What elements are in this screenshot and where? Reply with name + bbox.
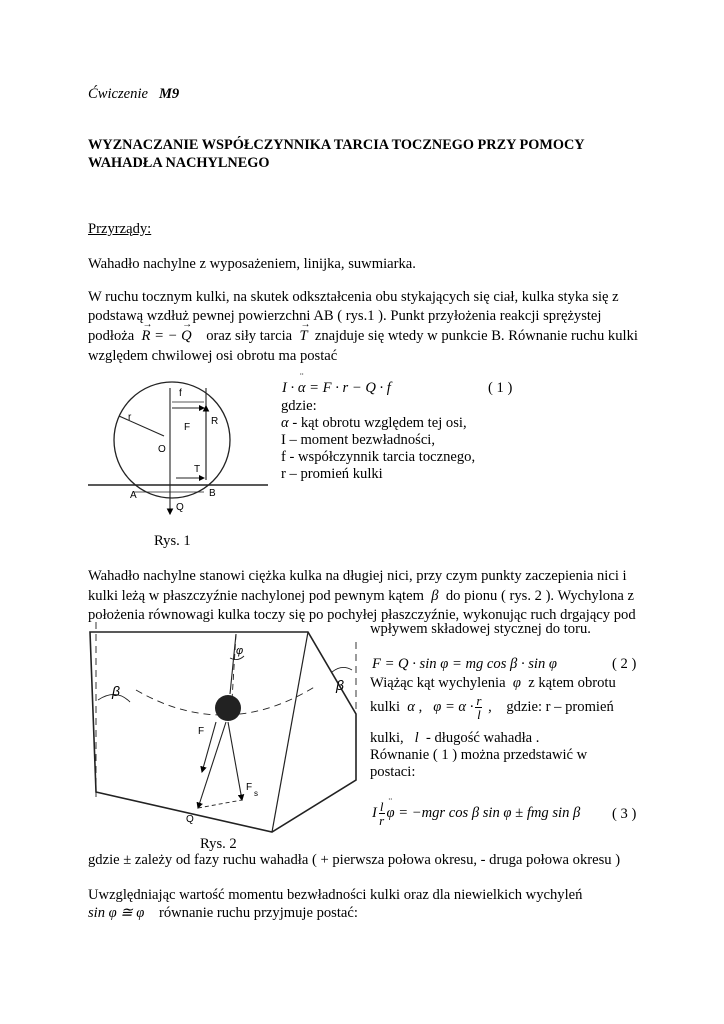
ball-outline	[114, 382, 230, 498]
equation-3-number: ( 3 )	[612, 806, 637, 822]
pendulum-ball	[215, 695, 241, 721]
fig1-label-r: r	[128, 412, 132, 423]
component-line	[198, 800, 242, 808]
equation-3: I $\frac{l}{r}$ φ ¨ = −mgr cos β sin φ ± fmg sin β	[372, 795, 581, 828]
angle-relation-line-1: Wiążąc kąt wychylenia φ z kątem obrotu	[370, 675, 616, 691]
figure-2	[86, 622, 370, 834]
alpha-def-text: - kąt obrotu względem tej osi,	[292, 415, 467, 431]
title-line-2: WAHADŁA NACHYLNEGO	[88, 155, 270, 171]
angle-line3-b: - długość wahadła .	[425, 730, 540, 746]
exercise-number: M9	[158, 86, 180, 102]
intro-line-1: W ruchu tocznym kulki, na skutek odkształcenia obu stykających się ciał, kulka styka się z	[88, 289, 619, 305]
angle-line2-b: gdzie: r – promień	[506, 698, 614, 715]
reaction-equation: → R = − → Q	[138, 328, 203, 344]
fig1-label-B: B	[209, 488, 216, 499]
alpha-definition: α - kąt obrotu względem tej osi,	[281, 415, 467, 431]
fig1-label-f: f	[179, 388, 182, 399]
intro-line-3	[88, 328, 638, 345]
plane-edge	[272, 632, 308, 832]
intro-line3-c: znajduje się wtedy w punkcie B. Równanie ruchu kulki	[314, 328, 638, 344]
sign-note: gdzie ± zależy od fazy ruchu wahadła ( + pierwsza połowa okresu, - druga połowa okresu )	[88, 852, 621, 868]
angle-line2-a: kulki	[370, 698, 400, 715]
radius-line	[119, 416, 164, 436]
angle-line3-a: kulki,	[370, 730, 404, 746]
fig1-label-R: R	[211, 416, 219, 427]
pendulum-line-2: kulki leżą w płaszczyźnie nachylonej pod pewnym kątem β do pionu ( rys. 2 ). Wychylona z	[88, 588, 634, 604]
final-line-2	[88, 905, 358, 922]
definitions-heading: gdzie:	[281, 398, 317, 414]
exercise-header	[88, 86, 179, 103]
fig2-label-beta-right: β	[336, 677, 344, 693]
friction-coefficient-definition: f - współczynnik tarcia tocznego,	[281, 449, 476, 465]
angle-relation-line-2: kulki α , φ = α · $\frac{r}{l}$ , gdzie: r – promień	[370, 693, 614, 722]
fig2-label-Fs: F	[246, 782, 253, 793]
equation-1-number: ( 1 )	[488, 380, 513, 396]
intro-line3-a: podłoża	[88, 328, 135, 344]
small-angle-approx: sin φ ≅ φ	[88, 905, 145, 921]
pendulum-line-4: wpływem składowej stycznej do toru.	[370, 621, 591, 637]
fig2-label-beta-left: β	[112, 683, 120, 699]
intro-line-2: podstawą wzdłuż pewnej powierzchni AB ( rys.1 ). Punkt przyłożenia reakcji sprężystej	[88, 308, 602, 324]
figure-2-caption: Rys. 2	[200, 836, 237, 852]
fig2-label-phi: φ	[236, 645, 244, 657]
figure-1-caption: Rys. 1	[154, 533, 191, 549]
force-vector-Fs	[228, 722, 242, 800]
radius-definition: r – promień kulki	[281, 466, 383, 482]
pendulum-line2-b: do pionu ( rys. 2 ). Wychylona z	[445, 588, 634, 604]
beta-arc-right	[332, 667, 352, 672]
fig1-label-O: O	[158, 444, 166, 455]
fig1-label-A: A	[130, 490, 137, 501]
fig2-label-F: F	[198, 726, 205, 737]
pendulum-line2-a: kulki leżą w płaszczyźnie nachylonej pod pewnym kątem	[88, 588, 424, 604]
final-line-1: Uwzględniając wartość momentu bezwładności kulki oraz dla niewielkich wychyleń	[88, 887, 583, 903]
friction-vector: → T	[296, 328, 311, 344]
fig2-label-Q: Q	[186, 814, 194, 825]
instruments-text: Wahadło nachylne z wyposażeniem, linijka, suwmiarka.	[88, 256, 416, 272]
angle-relation-line-3: kulki, l - długość wahadła .	[370, 730, 540, 746]
fig2-label-s: s	[254, 789, 258, 798]
angle-relation-line-5: postaci:	[370, 764, 416, 780]
exercise-label: Ćwiczenie	[88, 86, 148, 102]
equation-2: F = Q · sin φ = mg cos β · sin φ	[372, 656, 557, 672]
fig1-label-F: F	[184, 422, 191, 433]
figure-1	[86, 380, 270, 518]
title-line-1: WYZNACZANIE WSPÓŁCZYNNIKA TARCIA TOCZNEGO PRZY POMOCY	[88, 137, 585, 153]
angle-line1-b: z kątem obrotu	[528, 675, 616, 691]
fig1-label-Q: Q	[176, 502, 184, 513]
intro-line-4: względem chwilowej osi obrotu ma postać	[88, 348, 338, 364]
fig1-label-T: T	[194, 464, 201, 475]
pendulum-line-1: Wahadło nachylne stanowi ciężka kulka na długiej nici, przy czym punkty zaczepienia nici i	[88, 568, 627, 584]
pendulum-line-3: położenia równowagi kulka toczy się po pochyłej płaszczyźnie, wykonując ruch drgający pod	[88, 607, 636, 623]
instruments-heading: Przyrządy:	[88, 221, 152, 237]
angle-relation-line-4: Równanie ( 1 ) można przedstawić w	[370, 747, 588, 763]
angle-line1-a: Wiążąc kąt wychylenia	[370, 675, 506, 691]
equation-1: I · α ¨ = F · r − Q · f	[282, 371, 391, 396]
equation-2-number: ( 2 )	[612, 656, 637, 672]
final-line2-text: równanie ruchu przyjmuje postać:	[158, 905, 358, 921]
inertia-definition: I – moment bezwładności,	[281, 432, 436, 448]
intro-line3-b: oraz siły tarcia	[206, 328, 293, 344]
